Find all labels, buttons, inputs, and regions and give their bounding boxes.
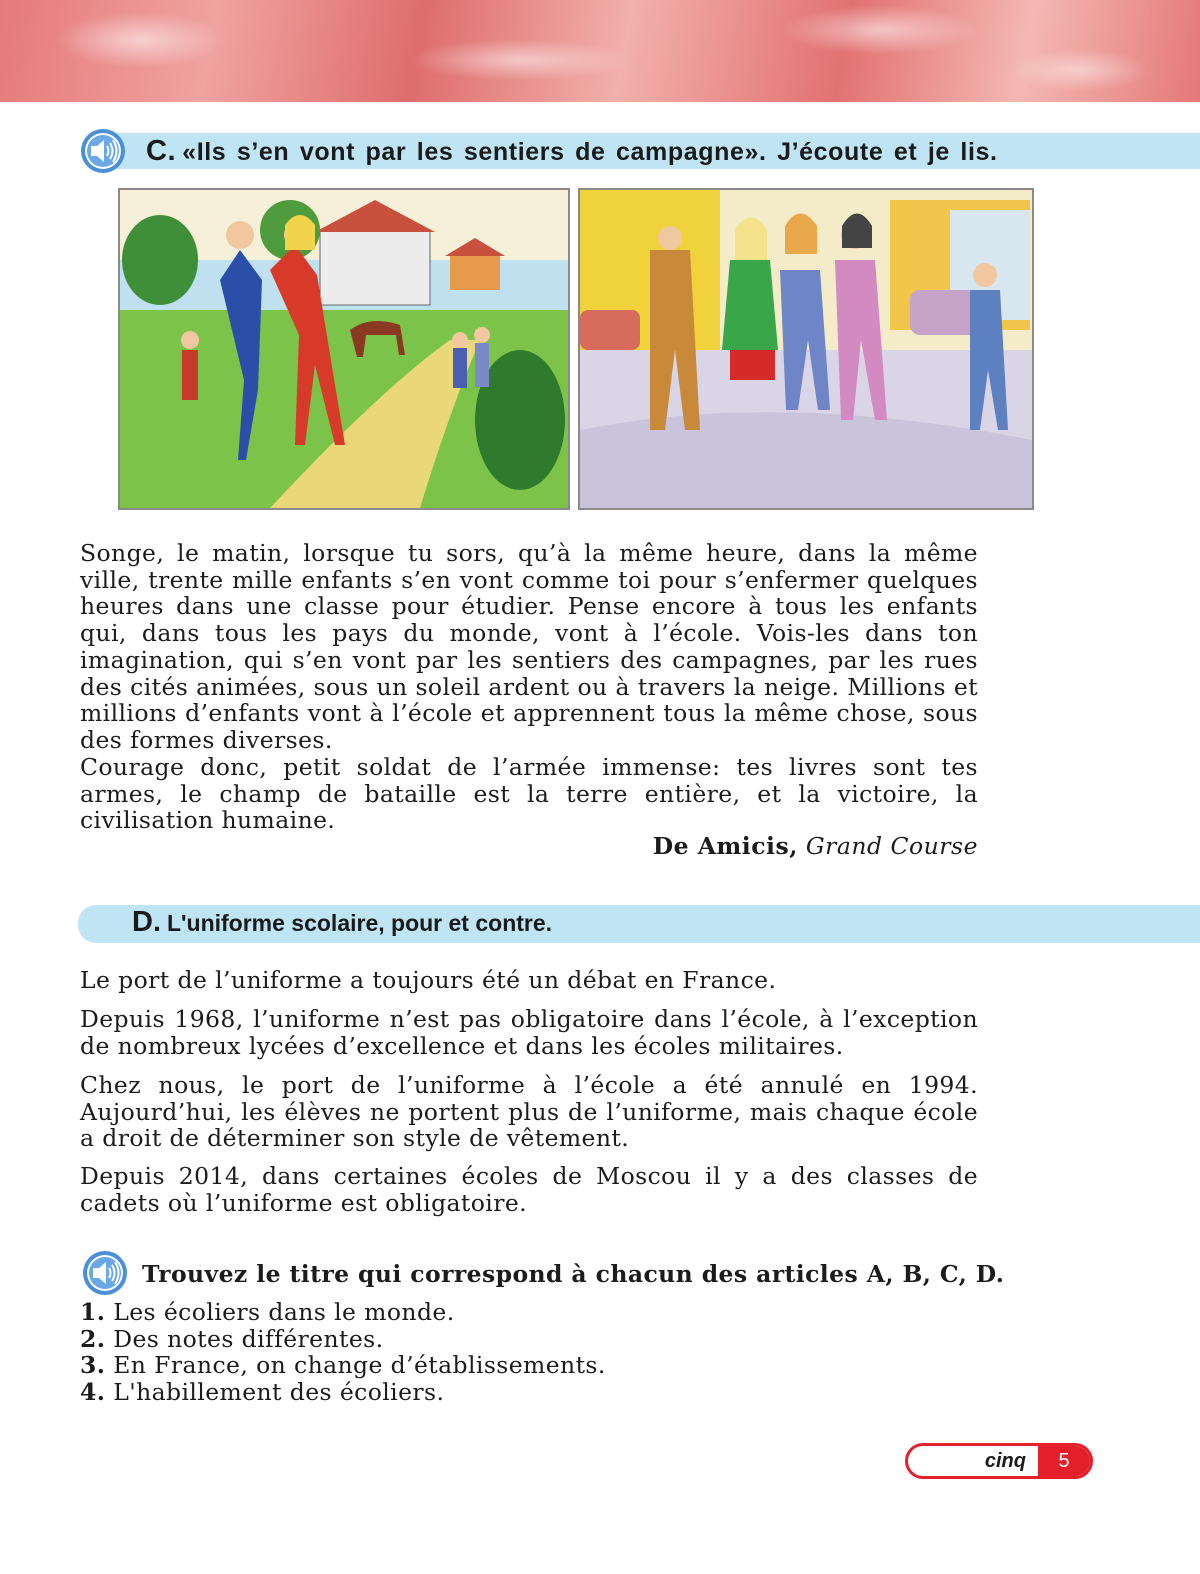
- answer-text: L'habillement des écoliers.: [105, 1377, 445, 1406]
- page-number-tab: [905, 1443, 1093, 1479]
- answer-number: 4.: [80, 1377, 106, 1406]
- page-number-word: cinq: [984, 1450, 1026, 1472]
- exercise-question: Trouvez le titre qui correspond à chacun des articles A, B, C, D.: [142, 1260, 1005, 1288]
- list-item: [80, 1299, 606, 1326]
- answer-number: 2.: [80, 1324, 106, 1353]
- answer-number: 1.: [80, 1298, 106, 1326]
- speaker-icon[interactable]: [80, 128, 126, 174]
- section-d-paragraph-2: Depuis 1968, l’uniforme n’est pas obligatoire dans l’école, à l’exception de nombreux lycées d’excellence et dans les écoles militaires.: [80, 1005, 978, 1060]
- answer-text: Des notes différentes.: [105, 1324, 384, 1353]
- answer-list: [80, 1299, 606, 1405]
- answer-number: 3.: [80, 1351, 106, 1380]
- attribution-work: Grand Course: [805, 832, 978, 860]
- attribution-author: De Amicis,: [652, 832, 798, 860]
- section-d-paragraph-1: Le port de l’uniforme a toujours été un débat en France.: [80, 966, 777, 994]
- list-item: [80, 1326, 606, 1353]
- section-d-paragraph-3: Chez nous, le port de l’uniforme à l’école a été annulé en 1994. Aujourd’hui, les élèves ne portent plus de l’uniforme, mais chaque école a droit de déterminer son style de vêtement.: [80, 1071, 978, 1153]
- section-c-title-text: «Ils s’en vont par les sentiers de campagne». J’écoute et je lis.: [182, 138, 998, 166]
- section-d-title: [132, 906, 552, 939]
- decorative-banner: [0, 0, 1200, 102]
- speaker-icon[interactable]: [82, 1250, 128, 1296]
- list-item: [80, 1352, 606, 1379]
- section-c-paragraph-1: Songe, le matin, lorsque tu sors, qu’à la même heure, dans la même ville, trente mille enfants s’en vont comme toi pour s’enfermer quelques heures dans une classe pour étudier. Pense encore à tous les enfants qui, dans tous les pays du monde, vont à l’école. Vois-les dans ton imagination, qui s’en vont par les sentiers des campagnes, par les rues des cités animées, sous un soleil ardent ou à travers la neige. Millions et millions d’enfants vont à l’école et apprennent tous la même chose, sous des formes diverses.: [80, 539, 978, 754]
- countryside-illustration: [118, 188, 570, 510]
- section-d-letter: D.: [132, 906, 161, 938]
- attribution: [80, 832, 978, 860]
- city-street-illustration: [578, 188, 1034, 510]
- list-item: [80, 1379, 606, 1406]
- section-c-letter: C.: [146, 135, 177, 167]
- page-number: 5: [1038, 1446, 1090, 1476]
- section-d-title-text: L'uniforme scolaire, pour et contre.: [167, 910, 553, 936]
- section-c-title: [146, 135, 998, 168]
- answer-text: En France, on change d’établissements.: [105, 1351, 606, 1380]
- section-c-paragraph-2: Courage donc, petit soldat de l’armée immense: tes livres sont tes armes, le champ de bataille est la terre entière, et la victoire, la civilisation humaine.: [80, 753, 978, 835]
- answer-text: Les écoliers dans le monde.: [105, 1298, 455, 1326]
- section-d-paragraph-4: Depuis 2014, dans certaines écoles de Moscou il y a des classes de cadets où l’uniforme est obligatoire.: [80, 1162, 978, 1217]
